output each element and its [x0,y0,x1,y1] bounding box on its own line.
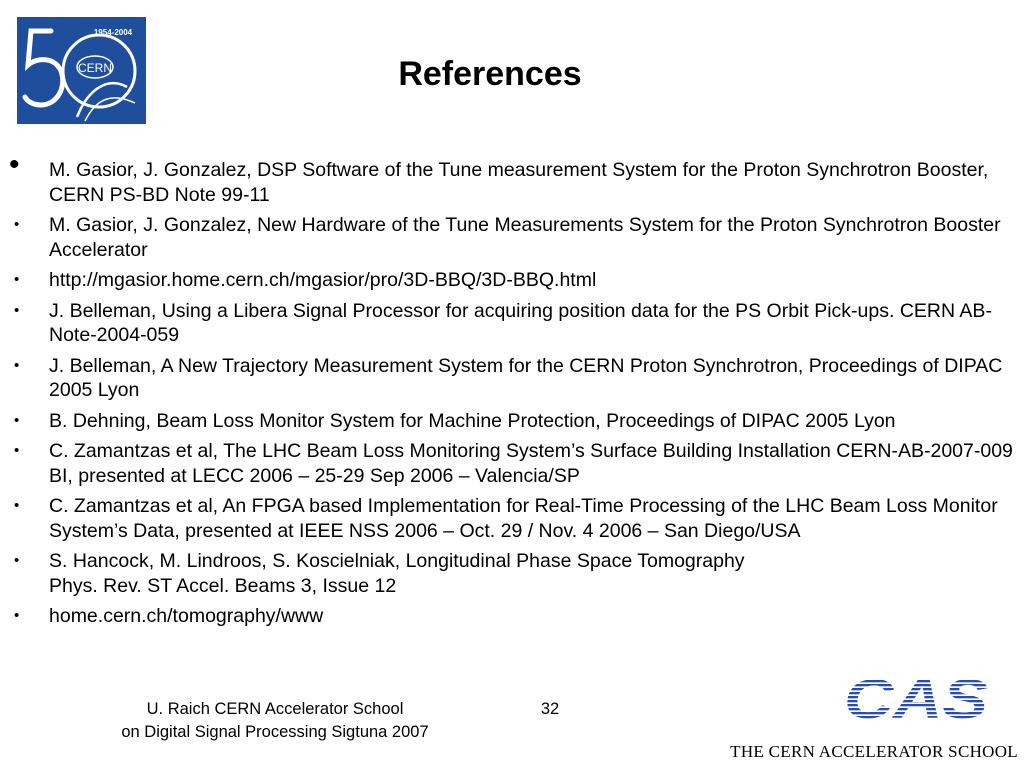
reference-item [0,494,1024,543]
reference-text: B. Dehning, Beam Loss Monitor System for Machine Protection, Proceedings of DIPAC 2005 Lyon [49,409,896,432]
footer-line-2: on Digital Signal Processing Sigtuna 2007 [121,723,429,741]
swoosh-line-thin [85,98,135,121]
digit-five-shape [25,31,63,105]
references-list [0,148,1024,635]
footer-line-1: U. Raich CERN Accelerator School [146,700,404,718]
reference-text: C. Zamantzas et al, An FPGA based Implementation for Real-Time Processing of the LHC Beam Loss Monitor System’s Data, presented at IEEE NSS 2006 – Oct. 29 / Nov. 4 2006 – San Diego/USA [49,495,998,542]
cern-50-years-logo [17,17,146,124]
cas-school-name: THE CERN ACCELERATOR SCHOOL [730,742,1018,761]
bullet-icon: • [14,216,20,233]
reference-item [0,354,1024,403]
reference-text: S. Hancock, M. Lindroos, S. Koscielniak, Longitudinal Phase Space Tomography [49,550,745,572]
bullet-icon: • [14,411,20,429]
reference-item [0,409,1024,434]
reference-item [0,148,1024,207]
reference-link[interactable]: http://mgasior.home.cern.ch/mgasior/pro/3D-BBQ/3D-BBQ.html [49,269,597,291]
bullet-icon: • [14,271,20,288]
page-title: References [398,55,582,93]
bullet-icon: • [14,607,20,624]
reference-item [0,268,1024,293]
reference-text: C. Zamantzas et al, The LHC Beam Loss Monitoring System’s Surface Building Installation CERN-AB-2007-009 BI, presented at LECC 2006 – 25-29 Sep 2006 – Valencia/SP [49,440,1013,487]
logo-org-text: CERN [77,61,113,75]
logo-anniversary-text: 50 [77,117,79,118]
page-number: 32 [540,700,560,718]
reference-text-line2: Phys. Rev. ST Accel. Beams 3, Issue 12 [49,574,397,597]
logo-years-text: 1954-2004 [93,28,133,37]
cas-logo-text: CAS [844,668,988,724]
bullet-icon: • [9,148,20,181]
reference-link[interactable]: home.cern.ch/tomography/www [49,605,324,627]
cern-50-logo-graphic [17,17,146,124]
reference-item [0,549,1024,598]
reference-item [0,213,1024,262]
reference-text: M. Gasior, J. Gonzalez, DSP Software of the Tune measurement System for the Proton Synchrotron Booster, CERN PS-BD Note 99-11 [49,159,989,206]
reference-item [0,604,1024,629]
bullet-icon: • [14,497,20,514]
cas-logo [842,668,992,724]
reference-text: M. Gasior, J. Gonzalez, New Hardware of the Tune Measurements System for the Proton Synchrotron Booster Accelerator [49,214,1001,261]
reference-item [0,439,1024,488]
footer-author [70,698,480,744]
bullet-icon: • [14,356,20,374]
bullet-icon: • [14,442,20,459]
bullet-icon: • [14,552,20,569]
reference-text: J. Belleman, Using a Libera Signal Processor for acquiring position data for the PS Orbit Pick-ups. CERN AB-Note-2004-059 [49,299,992,346]
reference-item [0,299,1024,348]
bullet-icon: • [14,301,20,319]
reference-text: J. Belleman, A New Trajectory Measurement System for the CERN Proton Synchrotron, Proceedings of DIPAC 2005 Lyon [49,354,1003,401]
